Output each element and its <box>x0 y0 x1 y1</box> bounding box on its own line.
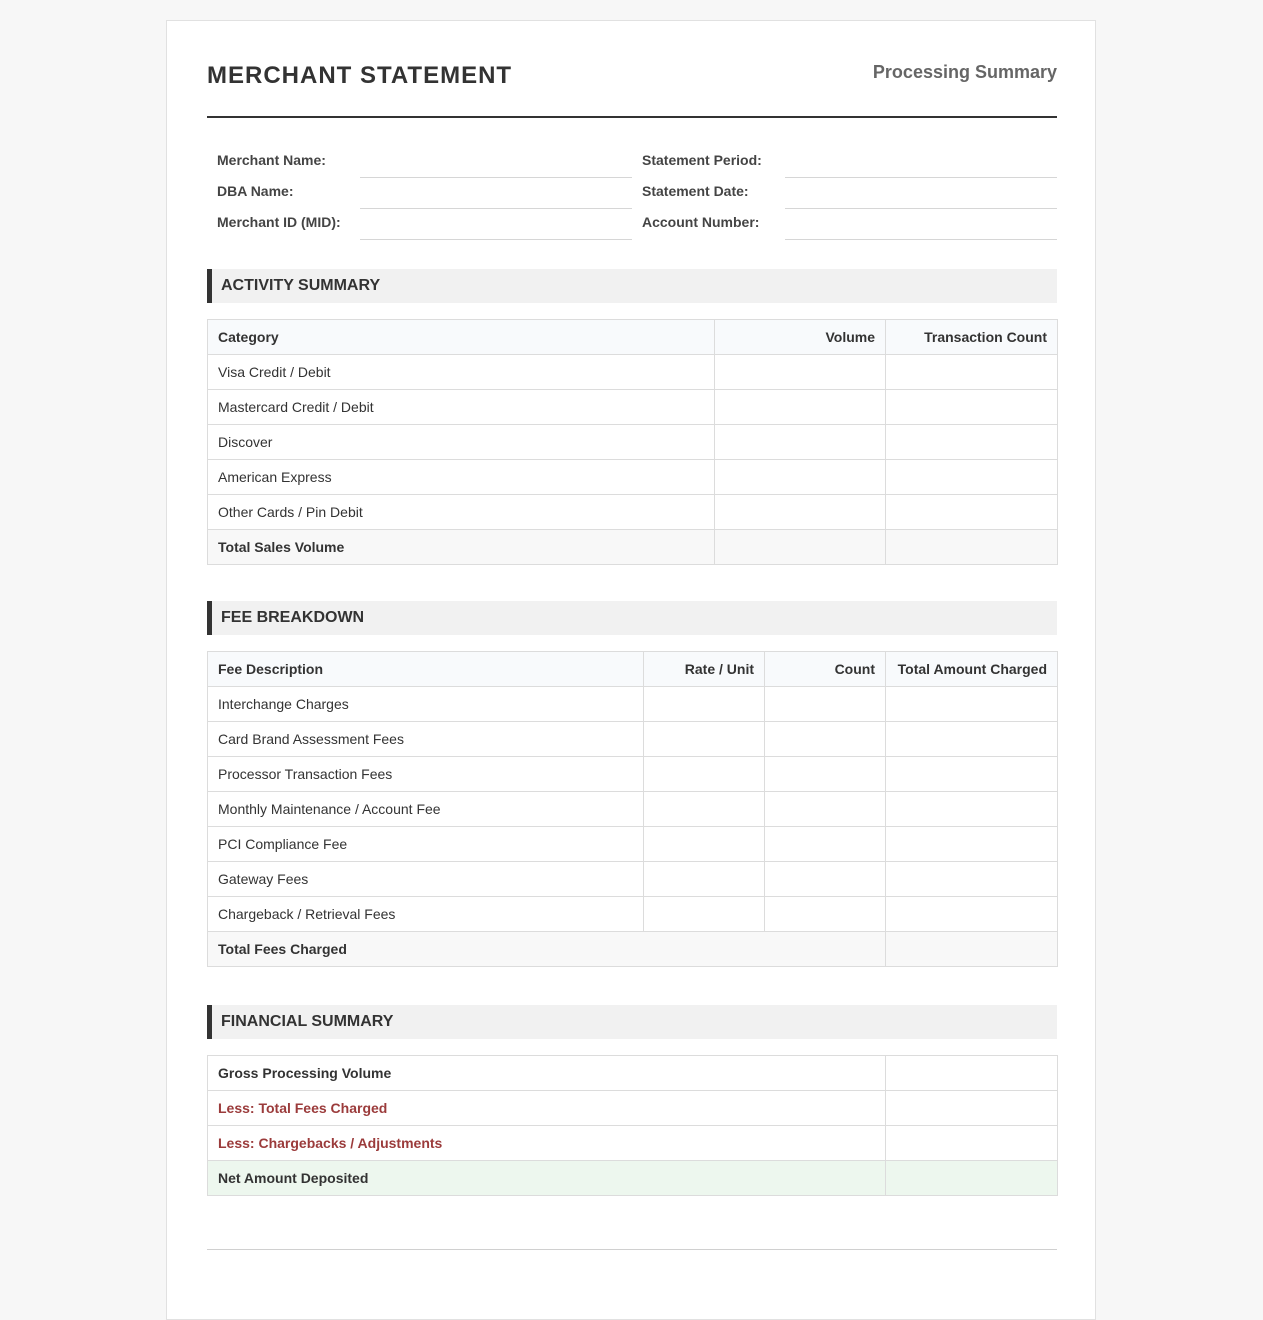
column-header-fee-description: Fee Description <box>208 652 644 687</box>
financial-summary-table <box>207 1055 1058 1196</box>
account-number-row <box>632 209 1057 240</box>
category-cell: American Express <box>208 460 715 495</box>
count-cell[interactable] <box>765 827 886 862</box>
rate-cell[interactable] <box>644 722 765 757</box>
account-number-label: Account Number: <box>642 214 760 230</box>
fee-description-cell: Card Brand Assessment Fees <box>208 722 644 757</box>
rate-cell[interactable] <box>644 827 765 862</box>
fee-description-cell: Monthly Maintenance / Account Fee <box>208 792 644 827</box>
transaction-count-cell[interactable] <box>886 390 1058 425</box>
transaction-count-cell[interactable] <box>886 495 1058 530</box>
rate-cell[interactable] <box>644 897 765 932</box>
count-cell[interactable] <box>765 897 886 932</box>
activity-summary-title: ACTIVITY SUMMARY <box>221 277 381 294</box>
total-fees-amount-cell[interactable] <box>886 932 1058 967</box>
fee-breakdown-title: FEE BREAKDOWN <box>221 609 365 626</box>
footer-divider <box>207 1249 1057 1250</box>
category-cell: Other Cards / Pin Debit <box>208 495 715 530</box>
table-row <box>208 355 1058 390</box>
count-cell[interactable] <box>765 757 886 792</box>
table-row <box>208 827 1058 862</box>
total-fees-charged-label: Total Fees Charged <box>208 932 886 967</box>
table-row <box>208 425 1058 460</box>
net-amount-deposited-value[interactable] <box>886 1161 1058 1196</box>
table-row <box>208 390 1058 425</box>
column-header-count: Count <box>765 652 886 687</box>
category-cell: Visa Credit / Debit <box>208 355 715 390</box>
amount-cell[interactable] <box>886 687 1058 722</box>
table-row <box>208 862 1058 897</box>
less-total-fees-value[interactable] <box>886 1091 1058 1126</box>
category-cell: Mastercard Credit / Debit <box>208 390 715 425</box>
gross-processing-volume-label: Gross Processing Volume <box>208 1056 886 1091</box>
financial-summary-header <box>207 1005 1057 1039</box>
fee-description-cell: Interchange Charges <box>208 687 644 722</box>
rate-cell[interactable] <box>644 757 765 792</box>
amount-cell[interactable] <box>886 757 1058 792</box>
table-row <box>208 722 1058 757</box>
table-row <box>208 460 1058 495</box>
gross-processing-volume-value[interactable] <box>886 1056 1058 1091</box>
fee-description-cell: Gateway Fees <box>208 862 644 897</box>
volume-cell[interactable] <box>715 355 886 390</box>
total-volume-cell[interactable] <box>715 530 886 565</box>
amount-cell[interactable] <box>886 897 1058 932</box>
statement-page <box>166 20 1096 1320</box>
statement-period-row <box>632 147 1057 178</box>
transaction-count-cell[interactable] <box>886 425 1058 460</box>
column-header-rate-unit: Rate / Unit <box>644 652 765 687</box>
statement-date-row <box>632 178 1057 209</box>
count-cell[interactable] <box>765 687 886 722</box>
column-header-transaction-count: Transaction Count <box>886 320 1058 355</box>
amount-cell[interactable] <box>886 722 1058 757</box>
merchant-id-label: Merchant ID (MID): <box>217 214 341 230</box>
net-amount-row <box>208 1161 1058 1196</box>
column-header-total-amount: Total Amount Charged <box>886 652 1058 687</box>
volume-cell[interactable] <box>715 495 886 530</box>
less-chargebacks-value[interactable] <box>886 1126 1058 1161</box>
table-row <box>208 792 1058 827</box>
table-header-row <box>208 320 1058 355</box>
table-row <box>208 757 1058 792</box>
volume-cell[interactable] <box>715 390 886 425</box>
statement-period-label: Statement Period: <box>642 152 762 168</box>
merchant-info-grid <box>207 147 1057 243</box>
fee-description-cell: Chargeback / Retrieval Fees <box>208 897 644 932</box>
account-number-field[interactable] <box>785 209 1057 240</box>
activity-summary-table <box>207 319 1058 565</box>
rate-cell[interactable] <box>644 862 765 897</box>
column-header-category: Category <box>208 320 715 355</box>
transaction-count-cell[interactable] <box>886 355 1058 390</box>
count-cell[interactable] <box>765 722 886 757</box>
amount-cell[interactable] <box>886 792 1058 827</box>
count-cell[interactable] <box>765 792 886 827</box>
fee-description-cell: Processor Transaction Fees <box>208 757 644 792</box>
merchant-name-row <box>207 147 632 178</box>
table-row <box>208 1126 1058 1161</box>
table-row <box>208 1056 1058 1091</box>
category-cell: Discover <box>208 425 715 460</box>
less-total-fees-label: Less: Total Fees Charged <box>208 1091 886 1126</box>
table-row <box>208 897 1058 932</box>
table-row <box>208 495 1058 530</box>
statement-period-field[interactable] <box>785 147 1057 178</box>
fee-breakdown-header <box>207 601 1057 635</box>
volume-cell[interactable] <box>715 460 886 495</box>
total-transaction-count-cell[interactable] <box>886 530 1058 565</box>
fee-description-cell: PCI Compliance Fee <box>208 827 644 862</box>
page-title: MERCHANT STATEMENT <box>207 62 513 89</box>
fee-breakdown-table <box>207 651 1058 967</box>
financial-summary-title: FINANCIAL SUMMARY <box>221 1013 394 1030</box>
statement-date-label: Statement Date: <box>642 183 749 199</box>
transaction-count-cell[interactable] <box>886 460 1058 495</box>
table-row <box>208 1091 1058 1126</box>
rate-cell[interactable] <box>644 687 765 722</box>
page-subtitle: Processing Summary <box>872 62 1057 82</box>
column-header-volume: Volume <box>715 320 886 355</box>
dba-name-row <box>207 178 632 209</box>
statement-date-field[interactable] <box>785 178 1057 209</box>
merchant-id-row <box>207 209 632 240</box>
activity-summary-header <box>207 269 1057 303</box>
amount-cell[interactable] <box>886 862 1058 897</box>
dba-name-label: DBA Name: <box>217 183 294 199</box>
total-sales-volume-label: Total Sales Volume <box>208 530 715 565</box>
count-cell[interactable] <box>765 862 886 897</box>
statement-content <box>207 21 1057 1186</box>
rate-cell[interactable] <box>644 792 765 827</box>
table-header-row <box>208 652 1058 687</box>
merchant-name-field[interactable] <box>360 147 632 178</box>
amount-cell[interactable] <box>886 827 1058 862</box>
net-amount-deposited-label: Net Amount Deposited <box>208 1161 886 1196</box>
less-chargebacks-label: Less: Chargebacks / Adjustments <box>208 1126 886 1161</box>
total-row <box>208 932 1058 967</box>
dba-name-field[interactable] <box>360 178 632 209</box>
table-row <box>208 687 1058 722</box>
merchant-id-field[interactable] <box>360 209 632 240</box>
total-row <box>208 530 1058 565</box>
volume-cell[interactable] <box>715 425 886 460</box>
merchant-name-label: Merchant Name: <box>217 152 326 168</box>
statement-header <box>207 21 1057 118</box>
